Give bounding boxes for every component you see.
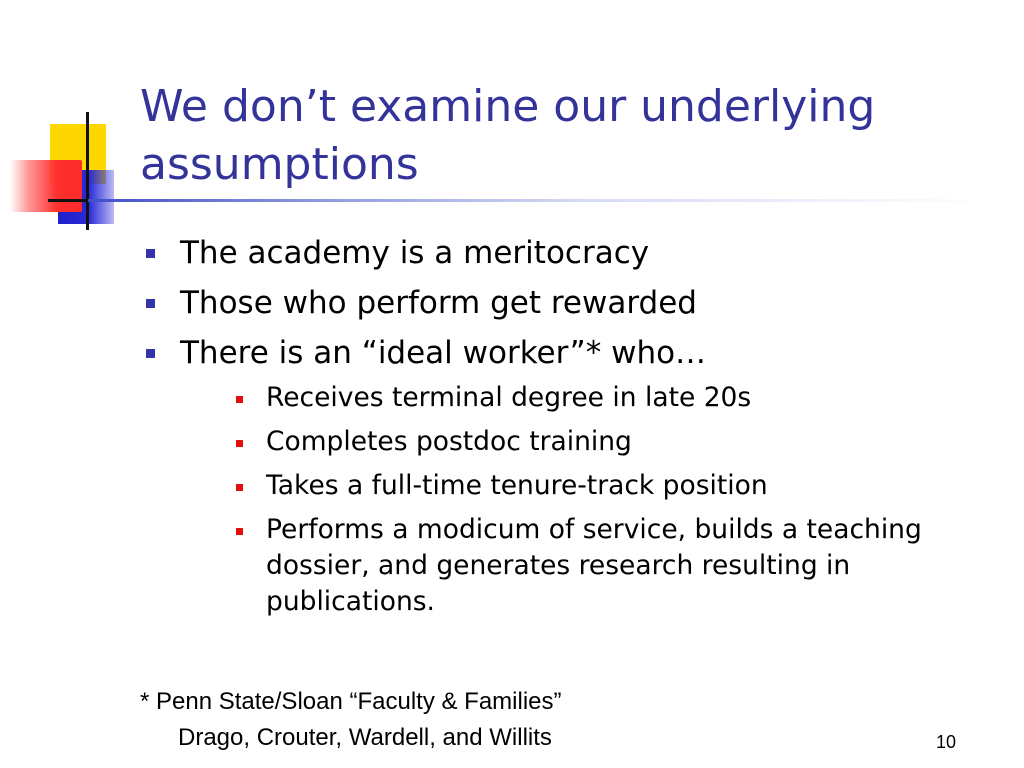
title-underline xyxy=(88,199,988,202)
bullet-item xyxy=(140,228,1000,278)
square-bullet-icon xyxy=(146,299,155,308)
footnote-authors: Drago, Crouter, Wardell, and Willits xyxy=(178,724,552,751)
logo-vertical-line xyxy=(86,112,89,230)
slide-logo-icon xyxy=(0,0,140,240)
small-square-bullet-icon xyxy=(236,396,243,403)
bullet-item xyxy=(140,328,1000,620)
sub-bullet-text: Receives terminal degree in late 20s xyxy=(266,382,752,413)
sub-bullet-item xyxy=(180,512,1000,620)
sub-bullet-text: Completes postdoc training xyxy=(266,426,632,457)
bullet-list xyxy=(140,228,1000,620)
small-square-bullet-icon xyxy=(236,440,243,447)
footnote-source: * Penn State/Sloan “Faculty & Families” xyxy=(140,688,562,715)
sub-bullet-text: Takes a full-time tenure-track position xyxy=(266,470,768,501)
small-square-bullet-icon xyxy=(236,484,243,491)
square-bullet-icon xyxy=(146,349,155,358)
sub-bullet-item xyxy=(180,468,1000,504)
slide-body xyxy=(140,228,1000,628)
bullet-text: Those who perform get rewarded xyxy=(180,285,697,321)
slide-title: We don’t examine our underlying assumptions xyxy=(140,81,876,190)
footnote xyxy=(140,684,562,756)
bullet-item xyxy=(140,278,1000,328)
logo-red-square xyxy=(10,160,82,212)
small-square-bullet-icon xyxy=(236,528,243,535)
bullet-text: There is an “ideal worker”* who… xyxy=(180,335,707,371)
sub-bullet-item xyxy=(180,380,1000,416)
sub-bullet-text: Performs a modicum of service, builds a teaching dossier, and generates research resulting in publications. xyxy=(266,514,922,617)
sub-bullet-list xyxy=(180,380,1000,620)
page-number: 10 xyxy=(936,732,957,752)
sub-bullet-item xyxy=(180,424,1000,460)
bullet-text: The academy is a meritocracy xyxy=(180,235,650,271)
square-bullet-icon xyxy=(146,249,155,258)
